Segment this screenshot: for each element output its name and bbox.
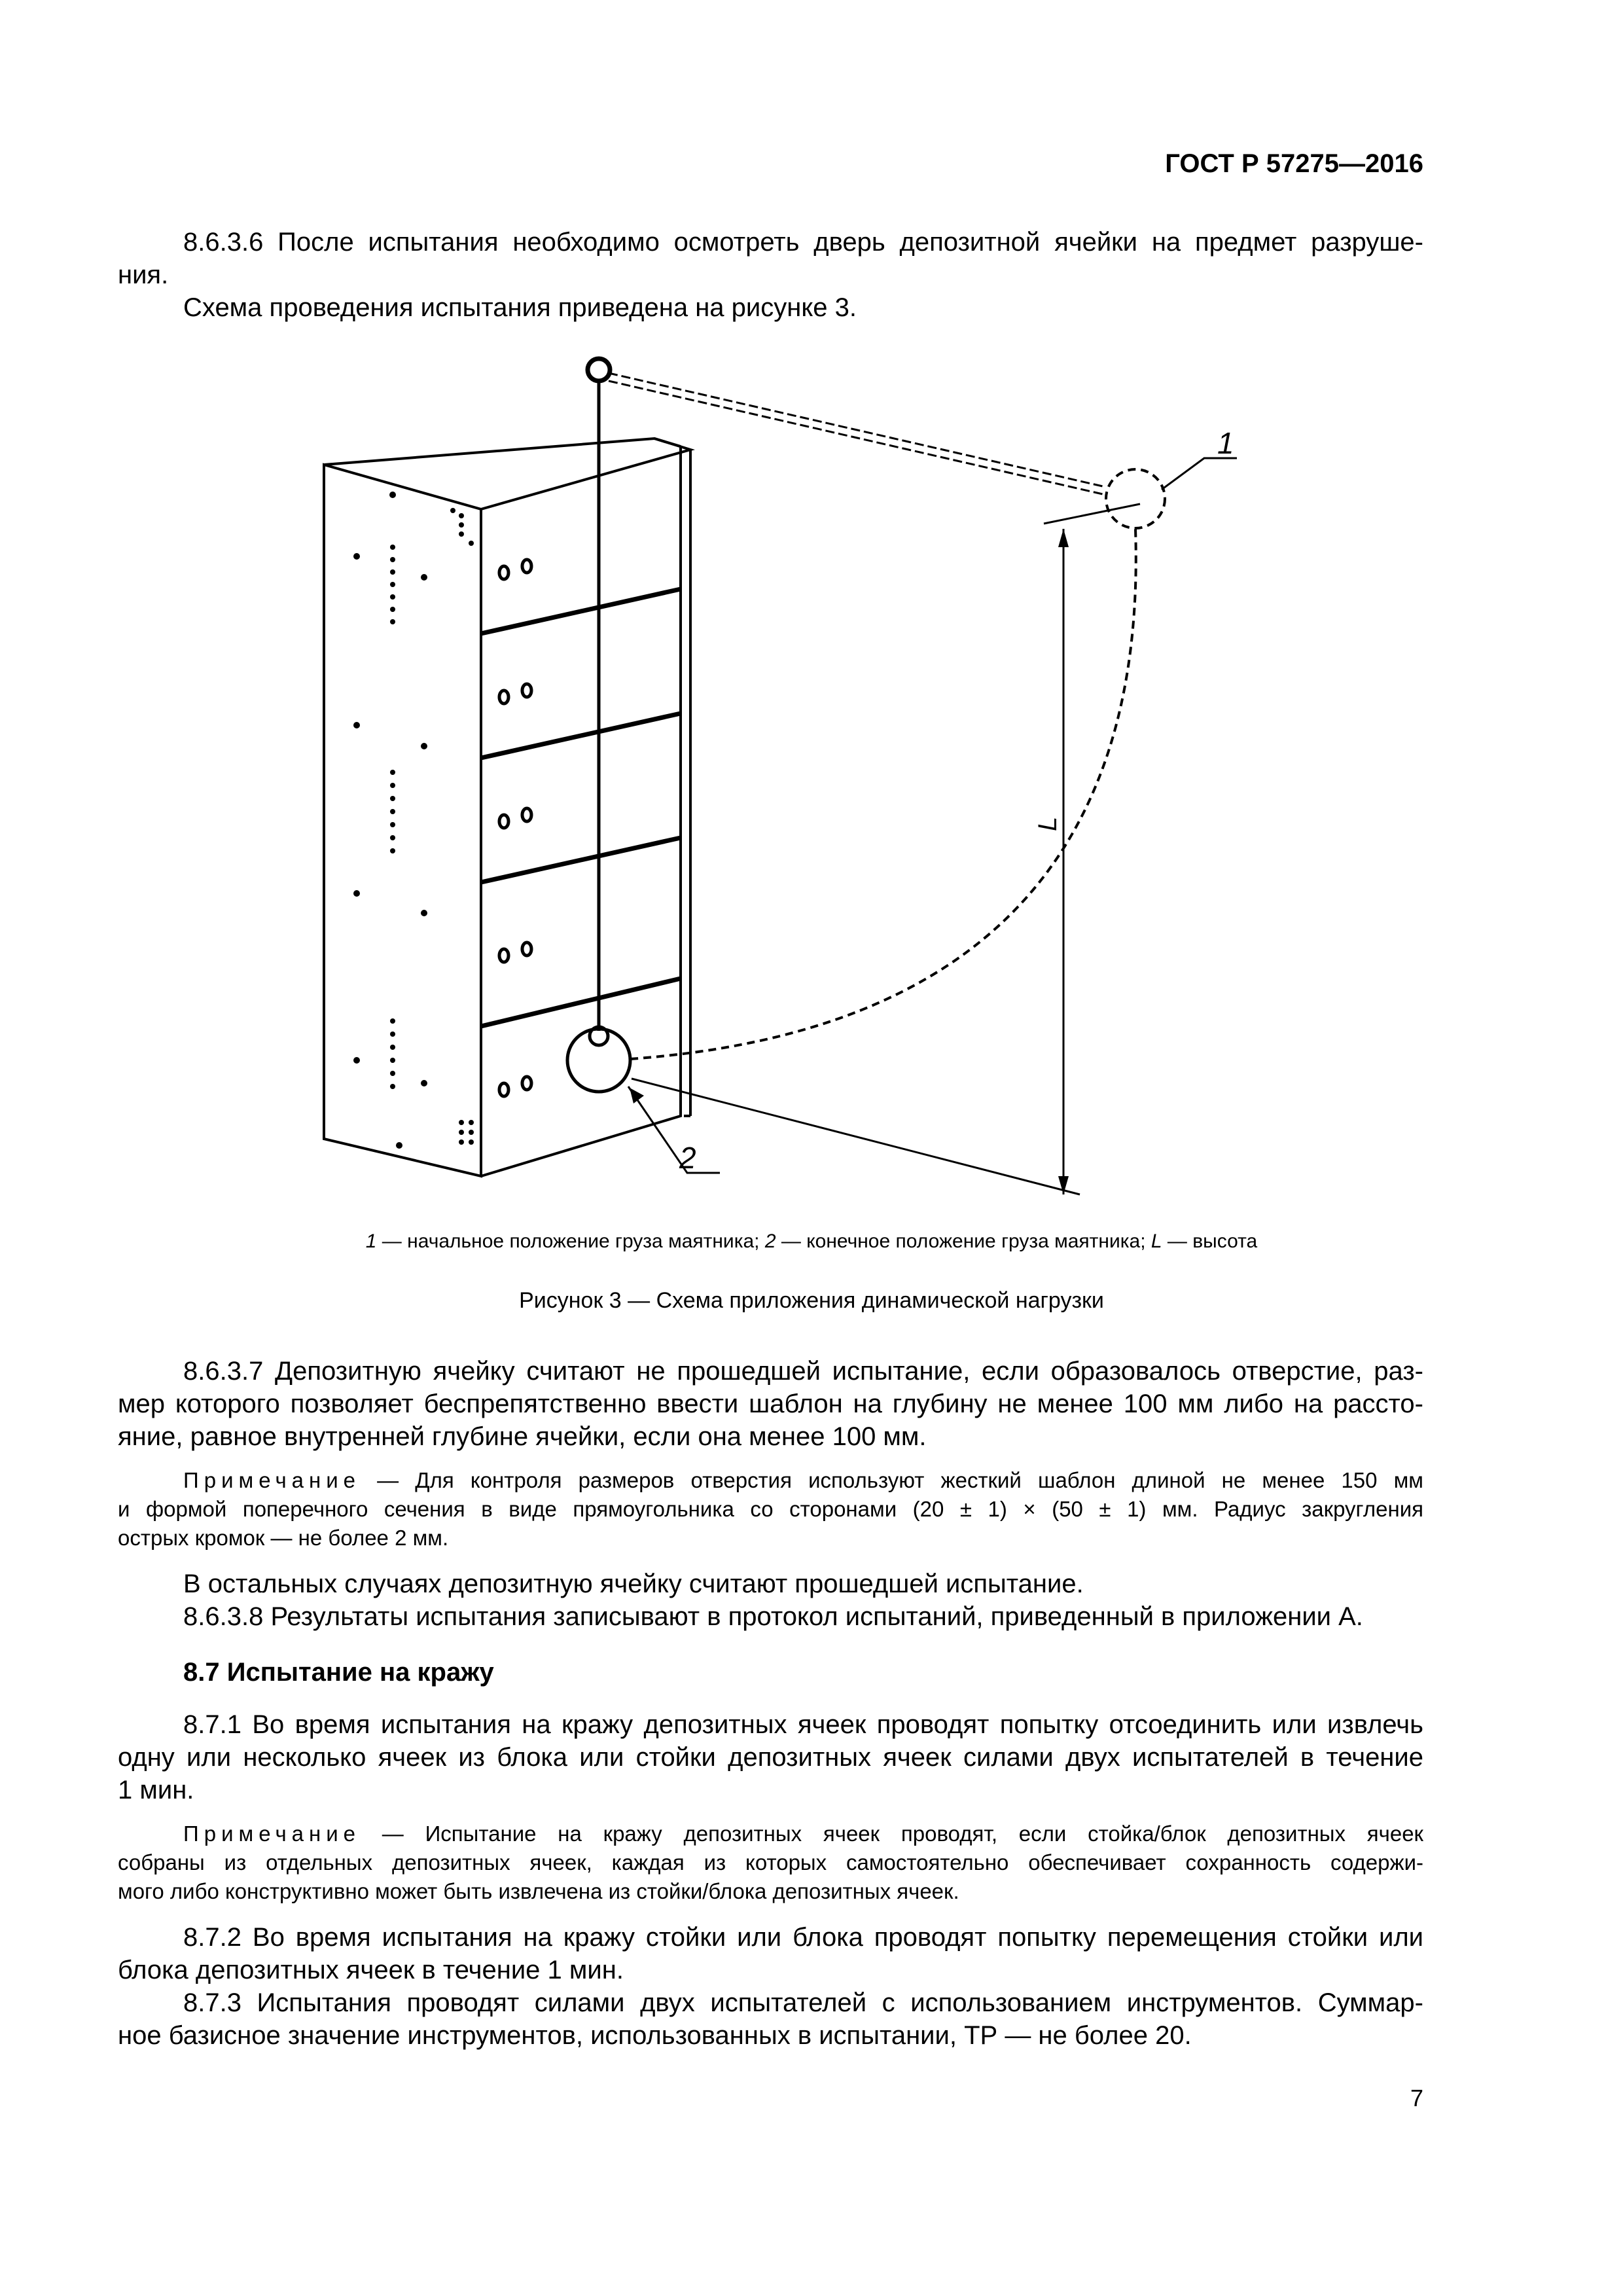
label-1: 1 [1217,426,1234,460]
note-theft-test: Примечание — Испытание на кражу депозитных ячеек проводят, если стойка/блок депозитных ячеек собраны из отдельных депозитных ячеек, каждая из которых самостоятельно обеспечивает сохранность содержи- мого либо конструктивно может быть извлечена из стойки/блока депозитных ячеек. [118,1821,1423,1903]
label-2: 2 [679,1141,696,1175]
paragraph-8-6-3-6: 8.6.3.6 После испытания необходимо осмотреть дверь депозитной ячейки на предмет разруше- ния. Схема проведения испытания приведена на рисунке 3. [118,226,1423,324]
scheme-reference: Схема проведения испытания приведена на рисунке 3. [183,293,857,322]
swing-arc [630,529,1136,1059]
paragraph-8-7-1: 8.7.1 Во время испытания на кражу депозитных ячеек проводят попытку отсоединить или извлечь одну или несколько ячеек из блока или стойки депозитных ячеек силами двух испытателей в течение 1 мин. [118,1710,1423,1804]
pendulum-weight-initial [1106,469,1165,528]
figure-legend: 1 — начальное положение груза маятника; 2 — конечное положение груза маятника; L — высота [365,1230,1258,1252]
paragraph-8-6-3-8: 8.6.3.8 Результаты испытания записывают в протокол испытаний, приведенный в приложении А. [183,1602,1363,1631]
paragraph-8-7-3: 8.7.3 Испытания проводят силами двух испытателей с использованием инструментов. Суммар- [183,1988,1423,2017]
cabinet-outline [324,465,481,1176]
paragraph-8-7-2: 8.7.2 Во время испытания на кражу стойки или блока проводят попытку перемещения стойки или блока депозитных ячеек в течение 1 мин. 8.7.3 Испытания проводят силами двух испытателей с использованием инструментов. Суммар- ное базисное значение инструментов, использованных в испытании, ТР — не более 20. [118,1923,1423,2050]
pendulum-weight-final [567,1029,630,1092]
paragraph-8-6-3-7: 8.6.3.7 Депозитную ячейку считают не прошедшей испытание, если образовалось отверстие, раз- мер которого позволяет беспрепятственно ввести шаблон на глубину не менее 100 мм либо на рассто- яние, равное внутренней глубине ячейки, если она менее 100 мм. [118,1357,1423,1451]
paragraph-other-cases: В остальных случаях депозитную ячейку считают прошедшей испытание. 8.6.3.8 Результаты испытания записывают в протокол испытаний, приведенный в приложении А. [118,1568,1423,1633]
page-number: 7 [1410,2085,1423,2111]
figure-3-diagram [288,350,1234,1201]
document-header: ГОСТ Р 57275—2016 [1165,149,1423,178]
label-L: L [1033,816,1062,831]
figure-caption: Рисунок 3 — Схема приложения динамической нагрузки [519,1288,1104,1313]
note-template-dimensions: Примечание — Для контроля размеров отверстия используют жесткий шаблон длиной не менее 150 мм и формой поперечного сечения в виде прямоугольника со сторонами (20 ± 1) × (50 ± 1) мм. Радиус закругления острых кромок — не более 2 мм. [118,1468,1423,1550]
pendulum-pivot [588,359,610,381]
section-heading-8-7: 8.7 Испытание на кражу [183,1658,494,1687]
